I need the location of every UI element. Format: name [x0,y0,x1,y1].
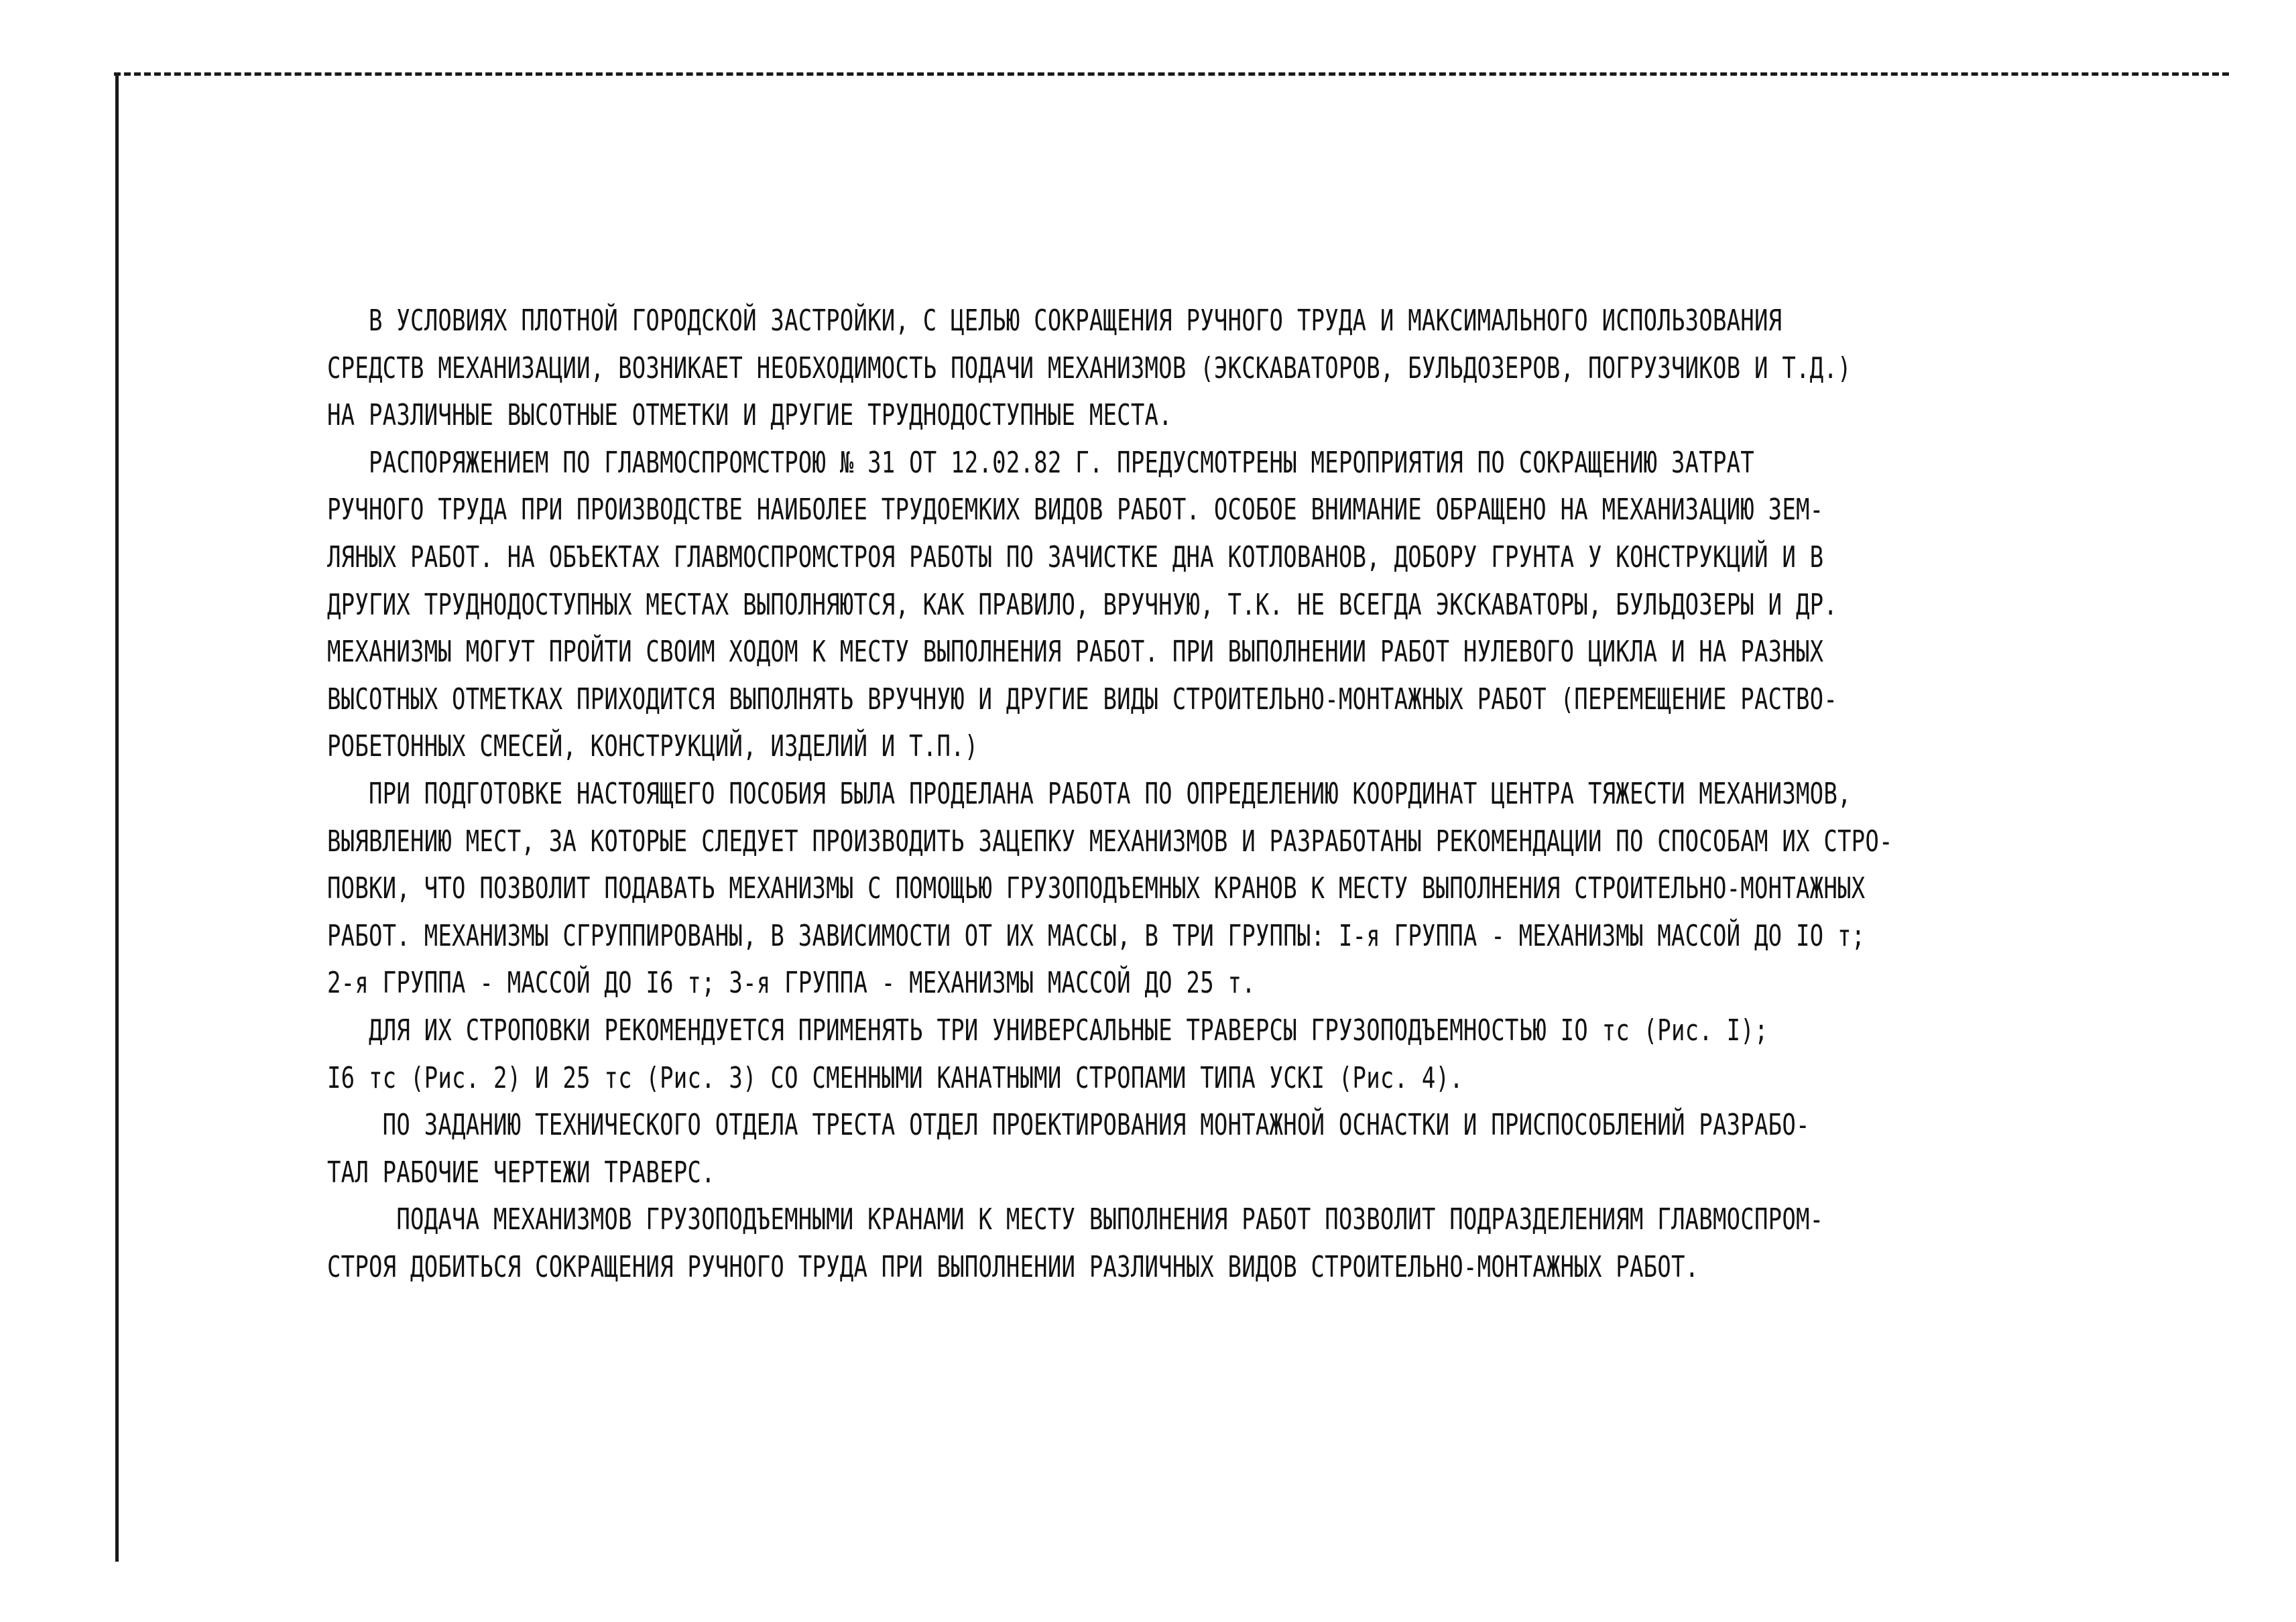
text-line: ТАЛ РАБОЧИЕ ЧЕРТЕЖИ ТРАВЕРС. [327,1156,715,1190]
text-line: СТРОЯ ДОБИТЬСЯ СОКРАЩЕНИЯ РУЧНОГО ТРУДА ПРИ ВЫПОЛНЕНИИ РАЗЛИЧНЫХ ВИДОВ СТРОИТЕЛЬНО-МОНТАЖНЫХ РАБОТ. [327,1250,1699,1285]
document-body [327,298,2030,1291]
text-line: СРЕДСТВ МЕХАНИЗАЦИИ, ВОЗНИКАЕТ НЕОБХОДИМОСТЬ ПОДАЧИ МЕХАНИЗМОВ (ЭКСКАВАТОРОВ, БУЛЬДОЗЕРОВ, ПОГРУЗЧИКОВ И Т.Д.) [327,351,1852,386]
text-line: ДЛЯ ИХ СТРОПОВКИ РЕКОМЕНДУЕТСЯ ПРИМЕНЯТЬ ТРИ УНИВЕРСАЛЬНЫЕ ТРАВЕРСЫ ГРУЗОПОДЪЕМНОСТЬЮ IO тс (Рис. I); [327,1013,1768,1048]
text-line: В УСЛОВИЯХ ПЛОТНОЙ ГОРОДСКОЙ ЗАСТРОЙКИ, С ЦЕЛЬЮ СОКРАЩЕНИЯ РУЧНОГО ТРУДА И МАКСИМАЛЬНОГО ИСПОЛЬЗОВАНИЯ [327,304,1783,338]
text-line: ПРИ ПОДГОТОВКЕ НАСТОЯЩЕГО ПОСОБИЯ БЫЛА ПРОДЕЛАНА РАБОТА ПО ОПРЕДЕЛЕНИЮ КООРДИНАТ ЦЕНТРА ТЯЖЕСТИ МЕХАНИЗМОВ, [327,777,1852,812]
text-line: ПО ЗАДАНИЮ ТЕХНИЧЕСКОГО ОТДЕЛА ТРЕСТА ОТДЕЛ ПРОЕКТИРОВАНИЯ МОНТАЖНОЙ ОСНАСТКИ И ПРИСПОСОБЛЕНИЙ РАЗРАБО- [327,1108,1810,1143]
text-line: ПОВКИ, ЧТО ПОЗВОЛИТ ПОДАВАТЬ МЕХАНИЗМЫ С ПОМОЩЬЮ ГРУЗОПОДЪЕМНЫХ КРАНОВ К МЕСТУ ВЫПОЛНЕНИЯ СТРОИТЕЛЬНО-МОНТАЖНЫХ [327,871,1866,906]
text-line: НА РАЗЛИЧНЫЕ ВЫСОТНЫЕ ОТМЕТКИ И ДРУГИЕ ТРУДНОДОСТУПНЫЕ МЕСТА. [327,398,1172,433]
text-line: РАСПОРЯЖЕНИЕМ ПО ГЛАВМОСПРОМСТРОЮ № 31 ОТ 12.02.82 Г. ПРЕДУСМОТРЕНЫ МЕРОПРИЯТИЯ ПО СОКРАЩЕНИЮ ЗАТРАТ [327,446,1754,481]
text-line: РОБЕТОННЫХ СМЕСЕЙ, КОНСТРУКЦИЙ, ИЗДЕЛИЙ И Т.П.) [327,729,979,764]
text-line: ДРУГИХ ТРУДНОДОСТУПНЫХ МЕСТАХ ВЫПОЛНЯЮТСЯ, КАК ПРАВИЛО, ВРУЧНУЮ, Т.К. НЕ ВСЕГДА ЭКСКАВАТОРЫ, БУЛЬДОЗЕРЫ И ДР. [327,587,1837,623]
text-line: РАБОТ. МЕХАНИЗМЫ СГРУППИРОВАНЫ, В ЗАВИСИМОСТИ ОТ ИХ МАССЫ, В ТРИ ГРУППЫ: I-я ГРУППА - МЕХАНИЗМЫ МАССОЙ ДО IO т; [327,919,1866,954]
text-line: ВЫЯВЛЕНИЮ МЕСТ, ЗА КОТОРЫЕ СЛЕДУЕТ ПРОИЗВОДИТЬ ЗАЦЕПКУ МЕХАНИЗМОВ И РАЗРАБОТАНЫ РЕКОМЕНДАЦИИ ПО СПОСОБАМ ИХ СТРО- [327,824,1893,859]
text-line: ЛЯНЫХ РАБОТ. НА ОБЪЕКТАХ ГЛАВМОСПРОМСТРОЯ РАБОТЫ ПО ЗАЧИСТКЕ ДНА КОТЛОВАНОВ, ДОБОРУ ГРУНТА У КОНСТРУКЦИЙ И В [327,540,1824,575]
text-line: 2-я ГРУППА - МАССОЙ ДО I6 т; 3-я ГРУППА - МЕХАНИЗМЫ МАССОЙ ДО 25 т. [327,966,1256,1001]
text-line: МЕХАНИЗМЫ МОГУТ ПРОЙТИ СВОИМ ХОДОМ К МЕСТУ ВЫПОЛНЕНИЯ РАБОТ. ПРИ ВЫПОЛНЕНИИ РАБОТ НУЛЕВОГО ЦИКЛА И НА РАЗНЫХ [327,635,1824,670]
text-line: I6 тс (Рис. 2) И 25 тс (Рис. 3) СО СМЕННЫМИ КАНАТНЫМИ СТРОПАМИ ТИПА УСКI (Рис. 4). [327,1060,1463,1096]
text-line: ПОДАЧА МЕХАНИЗМОВ ГРУЗОПОДЪЕМНЫМИ КРАНАМИ К МЕСТУ ВЫПОЛНЕНИЯ РАБОТ ПОЗВОЛИТ ПОДРАЗДЕЛЕНИЯМ ГЛАВМОСПРОМ- [327,1202,1824,1237]
text-line: РУЧНОГО ТРУДА ПРИ ПРОИЗВОДСТВЕ НАИБОЛЕЕ ТРУДОЕМКИХ ВИДОВ РАБОТ. ОСОБОЕ ВНИМАНИЕ ОБРАЩЕНО НА МЕХАНИЗАЦИЮ ЗЕМ- [327,493,1824,527]
page-frame-top-border [114,72,2229,76]
page-frame-left-border [115,74,119,1562]
text-line: ВЫСОТНЫХ ОТМЕТКАХ ПРИХОДИТСЯ ВЫПОЛНЯТЬ ВРУЧНУЮ И ДРУГИЕ ВИДЫ СТРОИТЕЛЬНО-МОНТАЖНЫХ РАБОТ (ПЕРЕМЕЩЕНИЕ РАСТВО- [327,682,1837,717]
